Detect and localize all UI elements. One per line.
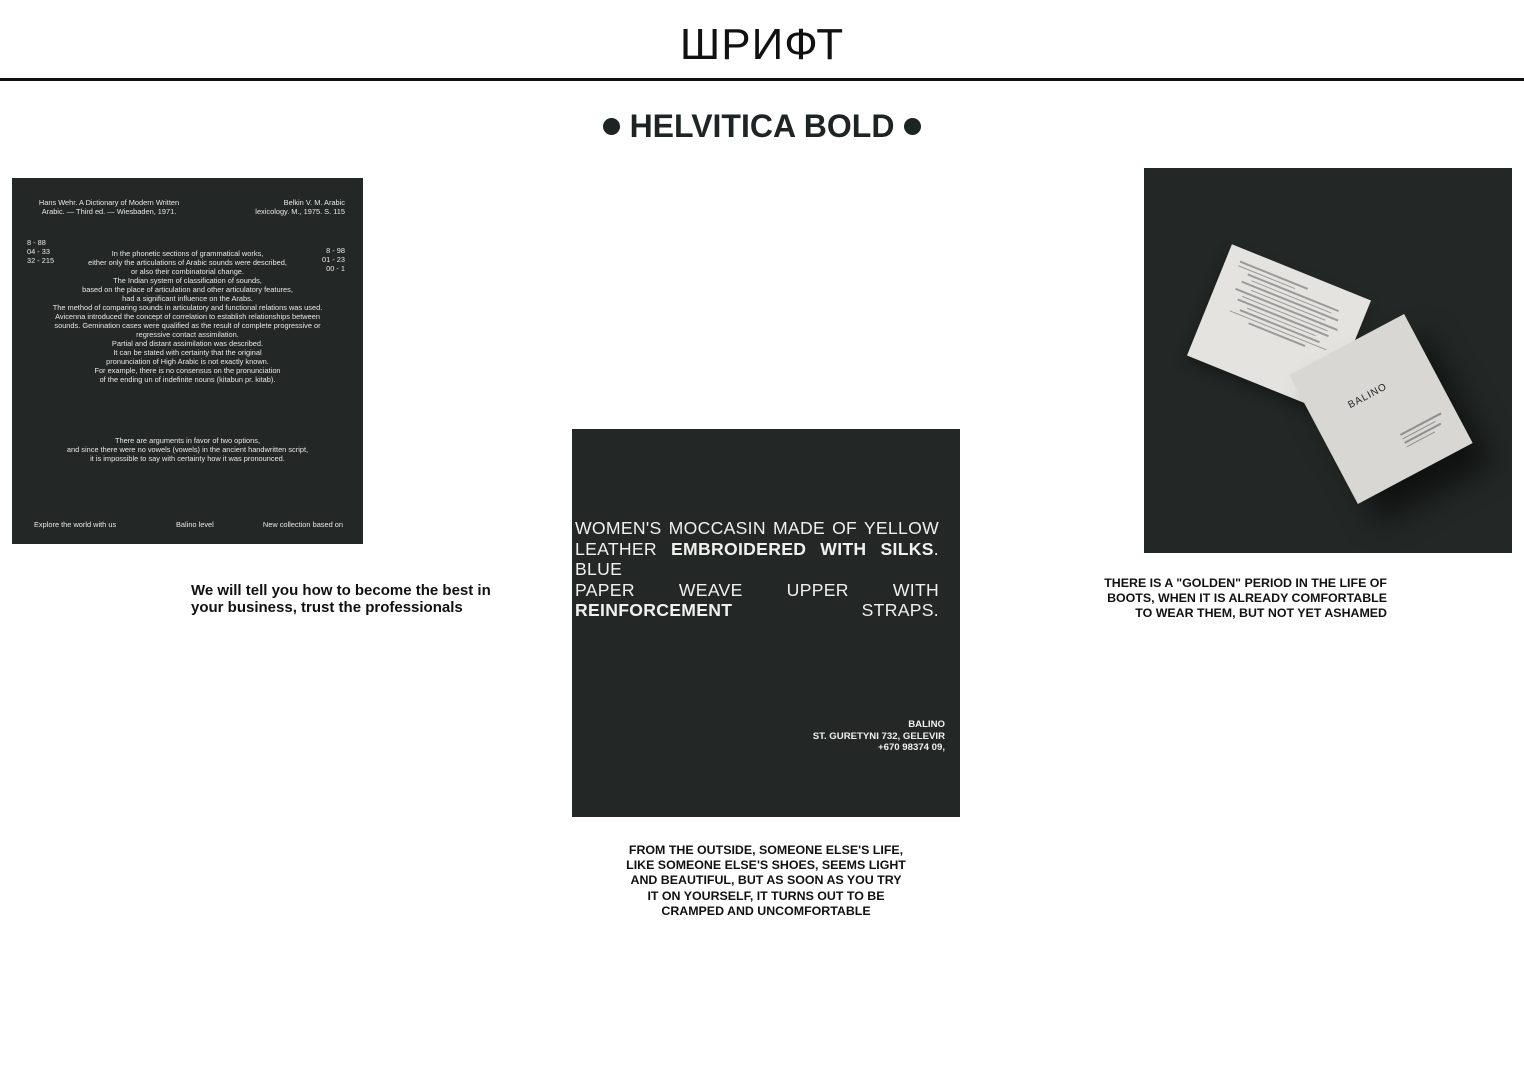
reference-right: Belkin V. M. Arabic lexicology. M., 1975. S. 115 [255, 198, 345, 216]
footer-item: Explore the world with us [34, 520, 117, 529]
description-line [575, 539, 939, 580]
card-body-text: In the phonetic sections of grammatical works, either only the articulations of Arabic sounds were described, or also their combinatorial change. The Indian system of classification of sounds, based on the place of articulation and other articulatory features, had a significant influence on the Arabs. The method of comparing sounds in articulatory and functional relations was used. Avicenna introduced the concept of correlation to establish relationships between sounds. Gemination cases were qualified as the result of complete progressive or regressive contact assimilation. Partial and distant assimilation was described. It can be stated with certainty that the original pronunciation of High Arabic is not exactly known. For example, there is no consensus on the pronunciation of the ending un of indefinite nouns (kitabun pr. kitab). [52, 249, 323, 384]
text-regular: . BLUE [575, 538, 939, 579]
text-regular: STRAPS. [861, 600, 939, 620]
envelope-address-lines [1400, 412, 1449, 449]
title-divider [0, 78, 1524, 81]
caption-center: FROM THE OUTSIDE, SOMEONE ELSE'S LIFE, LIKE SOMEONE ELSE'S SHOES, SEEMS LIGHT AND BEAUTIFUL, BUT AS SOON AS YOU TRY IT ON YOURSELF, IT TURNS OUT TO BE CRAMPED AND UNCOMFORTABLE [626, 843, 906, 918]
description-line: WOMEN'S MOCCASIN MADE OF YELLOW [575, 518, 939, 538]
moccasin-description [575, 518, 939, 621]
caption-right: THERE IS A "GOLDEN" PERIOD IN THE LIFE OF BOOTS, WHEN IT IS ALREADY COMFORTABLE TO WEAR THEM, BUT NOT YET ASHAMED [1104, 576, 1387, 621]
footer-item: New collection based on [262, 520, 343, 529]
text-regular: LEATHER [575, 538, 671, 559]
brand-address: BALINO ST. GURETYNI 732, GELEVIR +670 98374 09, [812, 719, 945, 753]
moccasin-card [572, 429, 960, 817]
bullet-dot-right [904, 118, 921, 135]
numbers-right: 8 - 98 01 - 23 00 - 1 [321, 246, 345, 273]
footer-item: Balino level [176, 520, 214, 529]
stationery-mockup [1144, 168, 1512, 553]
card-body-text-2: There are arguments in favor of two options, and since there were no vowels (vowels) in the ancient handwritten script, it is impossible to say with certainty how it was pronounced. [66, 436, 309, 463]
letter-text-lines [1219, 261, 1354, 361]
text-bold: EMBROIDERED WITH SILKS [670, 538, 934, 559]
text-layout-card [12, 178, 363, 544]
font-heading [0, 108, 1524, 145]
description-line [575, 600, 939, 621]
page-title: ШРИФТ [679, 20, 845, 69]
caption-left: We will tell you how to become the best in your business, trust the professionals [191, 582, 491, 616]
numbers-left: 8 - 88 04 - 33 32 - 215 [27, 238, 55, 265]
text-bold: REINFORCEMENT [575, 600, 733, 620]
bullet-dot-left [603, 118, 620, 135]
reference-left: Hans Wehr. A Dictionary of Modern Written Arabic. — Third ed. — Wiesbaden, 1971. [38, 198, 180, 216]
description-line: PAPER WEAVE UPPER WITH [575, 579, 939, 600]
font-name: HELVITICA BOLD [629, 108, 895, 144]
brand-logo: BALINO [1346, 381, 1390, 412]
